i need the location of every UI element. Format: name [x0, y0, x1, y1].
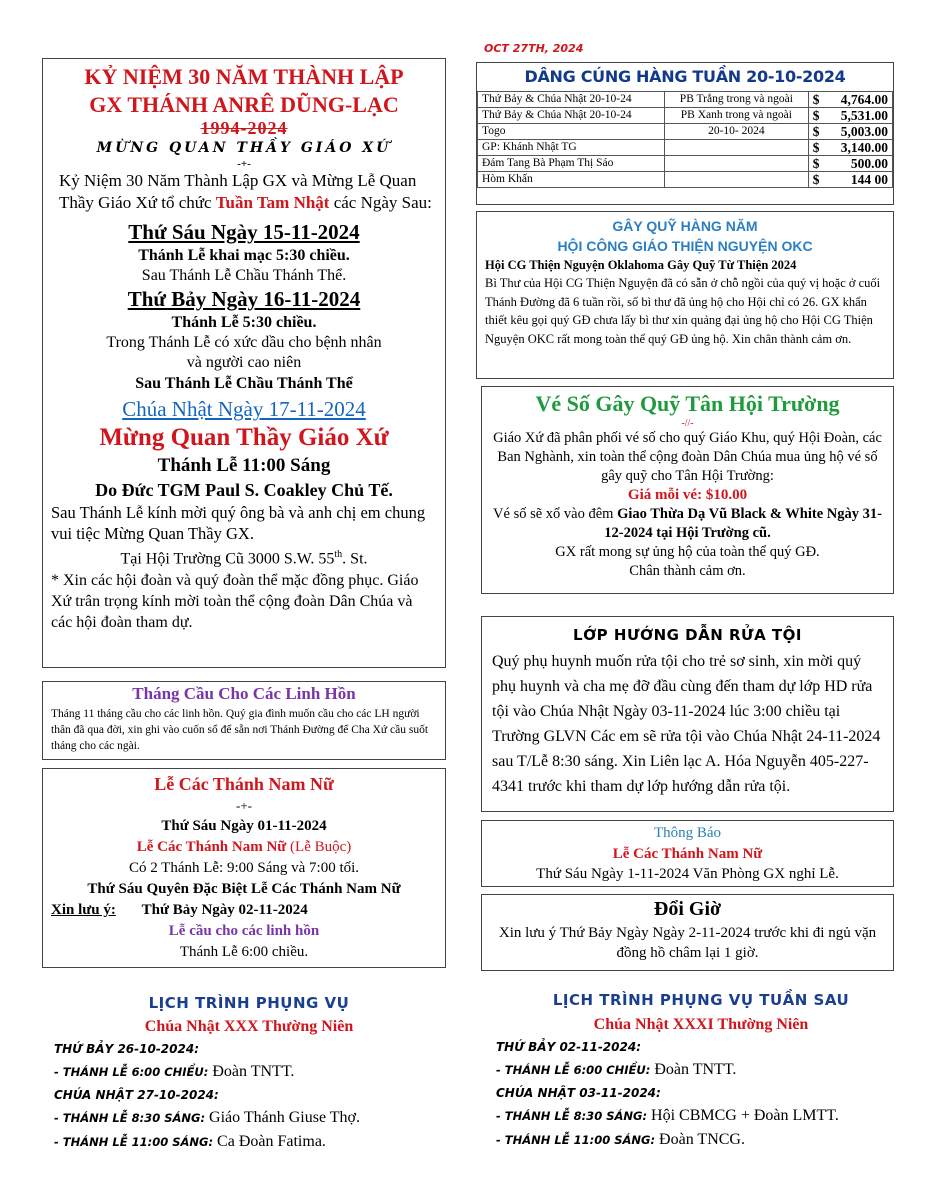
schedule-this-sun2-row — [54, 1130, 444, 1154]
all-saints-date: Thứ Sáu Ngày 01-11-2024 — [161, 818, 327, 834]
anniversary-box — [42, 58, 446, 668]
notice-title: Thông Báo — [653, 825, 722, 841]
schedule-this-subtitle: Chúa Nhật XXX Thường Niên — [144, 1018, 354, 1035]
all-saints-special: Thứ Sáu Quyên Đặc Biệt Lễ Các Thánh Nam Nữ — [87, 881, 401, 897]
day1-line-2: Sau Thánh Lễ Chầu Thánh Thể. — [141, 267, 347, 284]
lottery-thanks-2: Chân thành cảm ơn. — [629, 563, 746, 579]
lottery-thanks-1: GX rất mong sự ủng hộ của toàn thể quý GĐ. — [555, 544, 820, 560]
donation-row — [478, 172, 893, 188]
anniversary-title-2: GX THÁNH ANRÊ DŨNG-LẠC — [89, 92, 399, 117]
donation-row — [478, 156, 893, 172]
donation-detail: PB Trắng trong và ngoài — [664, 92, 808, 108]
all-saints-souls-time: Thánh Lễ 6:00 chiều. — [179, 944, 309, 960]
day3-text: Sau Thánh Lễ kính mời quý ông bà và anh chị em chung vui tiệc Mừng Quan Thầy GX. — [51, 503, 426, 543]
schedule-this-sat-value: Đoàn TNTT. — [208, 1063, 295, 1080]
all-saints-masses: Có 2 Thánh Lễ: 9:00 Sáng và 7:00 tối. — [128, 860, 360, 876]
anniversary-separator: -+- — [237, 158, 251, 170]
anniversary-intro-suffix: các Ngày Sau: — [329, 193, 432, 212]
day3-mass: Thánh Lễ 11:00 Sáng — [157, 455, 331, 476]
donation-row — [478, 124, 893, 140]
charity-body: Bì Thư của Hội CG Thiện Nguyện đã có sẵn ở chỗ ngồi của quý vị hoặc ở cuối Thánh Đường đã 6 tuần rồi, số bì thư đã ủng hộ cho Hội chỉ có 26. GX khẩn thiết kêu gọi quý GĐ chưa lấy bì thư xin quảng đại ủng hộ cho Hội CG Thiện Nguyện OKC rất mong toàn thể quý GĐ ủng hộ. Xin chân thành cảm ơn. — [485, 276, 881, 346]
anniversary-intro-highlight: Tuần Tam Nhật — [215, 193, 330, 212]
donation-dollar: $ — [808, 108, 827, 124]
donation-dollar: $ — [808, 140, 827, 156]
schedule-next-title: LỊCH TRÌNH PHỤNG VỤ TUẦN SAU — [552, 991, 850, 1009]
anniversary-subtitle: MỪNG QUAN THẦY GIÁO XỨ — [96, 140, 392, 156]
all-saints-feast — [51, 837, 437, 858]
anniversary-intro-prefix: Kỷ Niệm 30 Năm Thành Lập GX và Mừng Lễ Quan Thầy Giáo Xứ tổ chức — [59, 171, 417, 212]
day3-venue-suffix: . St. — [342, 550, 368, 568]
schedule-this-sun1-row — [54, 1106, 444, 1130]
donation-amount: 5,531.00 — [827, 108, 893, 124]
schedule-next-subtitle: Chúa Nhật XXXI Thường Niên — [593, 1016, 809, 1033]
schedule-next-sun2-row — [496, 1128, 906, 1152]
schedule-next-sun1-label: - THÁNH LỄ 8:30 SÁNG: — [496, 1109, 648, 1123]
souls-title: Tháng Cầu Cho Các Linh Hồn — [132, 684, 356, 703]
all-saints-feast-tag: (Lễ Buộc) — [286, 839, 352, 855]
donation-dollar: $ — [808, 156, 827, 172]
donation-label: Togo — [478, 124, 665, 140]
all-saints-souls-mass: Lễ cầu cho các linh hồn — [168, 923, 320, 939]
schedule-next-sun2-value: Đoàn TNCG. — [655, 1131, 745, 1148]
souls-body: Tháng 11 tháng cầu cho các linh hồn. Quý gia đình muốn cầu cho các LH người thân đã qua đời, xin ghi vào cuốn sổ để sẵn nơi Thánh Đường để Cha Xứ cầu suốt tháng cho các ngài. — [51, 708, 429, 752]
lottery-box — [481, 386, 894, 594]
schedule-next-sun1-value: Hội CBMCG + Đoàn LMTT. — [647, 1107, 839, 1124]
charity-box — [476, 211, 894, 379]
donation-dollar: $ — [808, 92, 827, 108]
donations-box — [476, 62, 894, 205]
day1-line-1: Thánh Lễ khai mạc 5:30 chiều. — [138, 247, 350, 264]
schedule-this-week — [54, 990, 444, 1154]
donation-detail: PB Xanh trong và ngoài — [664, 108, 808, 124]
day2-title: Thứ Bảy Ngày 16-11-2024 — [127, 287, 361, 311]
all-saints-feast-name: Lễ Các Thánh Nam Nữ — [136, 839, 287, 855]
charity-title-2: HỘI CÔNG GIÁO THIỆN NGUYỆN OKC — [557, 238, 813, 254]
day3-venue-sup: th — [334, 549, 343, 560]
baptism-body: Quý phụ huynh muốn rửa tội cho trẻ sơ sinh, xin mời quý phụ huynh và cha mẹ đỡ đầu cùng đến tham dự lớp HD rửa tội vào Chúa Nhật Ngày 03-11-2024 lúc 3:00 chiều tại Trường GLVN Các em sẽ rửa tội vào Chúa Nhật 24-11-2024 sau T/Lễ 8:30 sáng. Xin Liên lạc A. Hóa Nguyễn 405-227-4341 trước khi tham dự lớp hướng dẫn rửa tội. — [492, 653, 881, 795]
schedule-next-sun2-label: - THÁNH LỄ 11:00 SÁNG: — [496, 1133, 656, 1147]
schedule-next-sat-row — [496, 1058, 906, 1082]
schedule-this-sun1-value: Giáo Thánh Giuse Thợ. — [205, 1109, 361, 1126]
day2-line-4: Sau Thánh Lễ Chầu Thánh Thể — [135, 375, 353, 392]
donation-label: GP: Khánh Nhật TG — [478, 140, 665, 156]
charity-subtitle: Hội CG Thiện Nguyện Oklahoma Gây Quỹ Từ Thiện 2024 — [485, 258, 797, 272]
day3-celebrant: Do Đức TGM Paul S. Coakley Chủ Tế. — [95, 480, 393, 500]
donation-amount: 5,003.00 — [827, 124, 893, 140]
day3-title: Chúa Nhật Ngày 17-11-2024 — [122, 397, 366, 421]
schedule-next-sun1-row — [496, 1104, 906, 1128]
donation-row — [478, 140, 893, 156]
schedule-next-sun-header: CHÚA NHẬT 03-11-2024: — [496, 1086, 661, 1100]
souls-box — [42, 681, 446, 760]
donation-row — [478, 108, 893, 124]
schedule-next-sat-value: Đoàn TNTT. — [650, 1061, 737, 1078]
schedule-this-sun2-value: Ca Đoàn Fatima. — [213, 1133, 326, 1150]
donation-detail — [664, 172, 808, 188]
day3-feast: Mừng Quan Thầy Giáo Xứ — [99, 424, 389, 451]
donation-label: Thứ Bảy & Chúa Nhật 20-10-24 — [478, 108, 665, 124]
donations-title: DÂNG CÚNG HÀNG TUẦN 20-10-2024 — [524, 67, 846, 86]
donation-amount: 500.00 — [827, 156, 893, 172]
anniversary-note: * Xin các hội đoàn và quý đoàn thể mặc đồng phục. Giáo Xứ trân trọng kính mời toàn thể cộng đoàn Dân Chúa và các hội đoàn tham dự. — [51, 572, 419, 632]
day3-venue-prefix: Tại Hội Trường Cũ 3000 S.W. 55 — [120, 550, 335, 568]
schedule-next-week — [496, 986, 906, 1152]
donation-detail — [664, 156, 808, 172]
lottery-title: Vé Số Gây Quỹ Tân Hội Trường — [535, 391, 840, 416]
lottery-draw-bold: Giao Thừa Dạ Vũ Black & White Ngày 31-12-2024 tại Hội Trường cũ. — [604, 506, 882, 541]
lottery-draw-prefix: Vé số sẽ xổ vào đêm — [493, 506, 618, 522]
donation-dollar: $ — [808, 172, 827, 188]
lottery-body: Giáo Xứ đã phân phối vé số cho quý Giáo Khu, quý Hội Đoàn, các Ban Nghành, xin toàn thể cộng đoàn Dân Chúa mua ủng hộ vé số gây quỹ cho Tân Hội Trường: — [493, 430, 882, 484]
notice-body: Thứ Sáu Ngày 1-11-2024 Văn Phòng GX nghỉ Lễ. — [536, 866, 839, 882]
lottery-price: Giá mỗi vé: $10.00 — [627, 487, 748, 503]
schedule-this-sun-header: CHÚA NHẬT 27-10-2024: — [54, 1088, 219, 1102]
donation-amount: 144 00 — [827, 172, 893, 188]
schedule-this-sun1-label: - THÁNH LỄ 8:30 SÁNG: — [54, 1111, 206, 1125]
schedule-next-sat-label: - THÁNH LỄ 6:00 CHIỀU: — [496, 1063, 651, 1077]
lottery-draw — [490, 505, 885, 543]
all-saints-note-date: Thứ Bảy Ngày 02-11-2024 — [141, 902, 308, 918]
donation-detail: 20-10- 2024 — [664, 124, 808, 140]
day2-line-1: Thánh Lễ 5:30 chiều. — [171, 314, 317, 331]
schedule-this-sat-header: THỨ BẢY 26-10-2024: — [54, 1042, 200, 1056]
day1-title: Thứ Sáu Ngày 15-11-2024 — [128, 220, 360, 244]
schedule-this-sat-row — [54, 1060, 444, 1084]
donation-label: Hòm Khấn — [478, 172, 665, 188]
donation-amount: 4,764.00 — [827, 92, 893, 108]
donation-amount: 3,140.00 — [827, 140, 893, 156]
donations-table — [477, 91, 893, 188]
all-saints-note — [51, 900, 437, 921]
donation-detail — [664, 140, 808, 156]
all-saints-separator: -+- — [236, 798, 252, 813]
date-stamp: OCT 27TH, 2024 — [484, 42, 584, 55]
day2-line-3: và người cao niên — [186, 354, 302, 371]
time-change-box — [481, 894, 894, 971]
notice-box — [481, 820, 894, 887]
schedule-this-sun2-label: - THÁNH LỄ 11:00 SÁNG: — [54, 1135, 214, 1149]
donation-label: Đám Tang Bà Phạm Thị Sáo — [478, 156, 665, 172]
schedule-this-sat-label: - THÁNH LỄ 6:00 CHIỀU: — [54, 1065, 209, 1079]
anniversary-intro — [59, 170, 437, 214]
donation-row — [478, 92, 893, 108]
all-saints-note-label: Xin lưu ý: — [51, 902, 116, 918]
schedule-this-title: LỊCH TRÌNH PHỤNG VỤ — [148, 994, 350, 1012]
time-change-title: Đổi Giờ — [653, 898, 722, 920]
baptism-title: LỚP HƯỚNG DẪN RỬA TỘI — [573, 626, 802, 644]
time-change-body: Xin lưu ý Thứ Bảy Ngày Ngày 2-11-2024 trước khi đi ngủ vặn đồng hồ châm lại 1 giờ. — [498, 925, 877, 961]
anniversary-title-1: KỶ NIỆM 30 NĂM THÀNH LẬP — [84, 64, 404, 89]
anniversary-years: 1994-2024 — [200, 118, 288, 138]
notice-subtitle: Lễ Các Thánh Nam Nữ — [612, 846, 763, 862]
schedule-next-sat-header: THỨ BẢY 02-11-2024: — [496, 1040, 642, 1054]
day3-venue — [51, 544, 437, 570]
charity-title-1: GÂY QUỸ HÀNG NĂM — [612, 218, 758, 234]
baptism-box — [481, 616, 894, 812]
all-saints-title: Lễ Các Thánh Nam Nữ — [154, 774, 334, 794]
donation-label: Thứ Bảy & Chúa Nhật 20-10-24 — [478, 92, 665, 108]
donation-dollar: $ — [808, 124, 827, 140]
all-saints-box — [42, 768, 446, 968]
day2-line-2: Trong Thánh Lễ có xức dầu cho bệnh nhân — [106, 334, 382, 351]
lottery-separator: -//- — [681, 418, 694, 429]
